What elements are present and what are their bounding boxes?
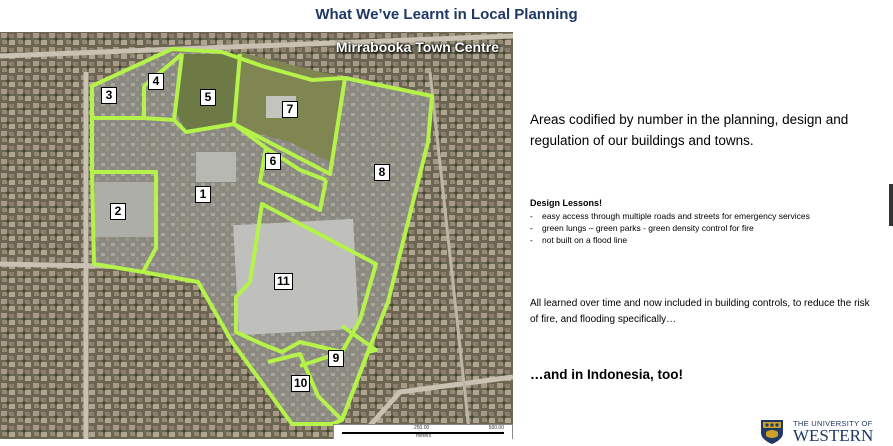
design-lessons-list [530,210,880,246]
list-item: - easy access through multiple roads and streets for emergency services [530,210,880,222]
aerial-map-image [0,32,513,439]
zone-label-10: 10 [291,375,310,392]
closing-text: …and in Indonesia, too! [530,367,683,382]
zone-label-1: 1 [195,186,211,203]
intro-text: Areas codified by number in the planning, design and regulation of our buildings and towns. [530,112,849,148]
zone-label-9: 9 [328,350,344,367]
scale-mid-label: 250.00 [414,425,430,431]
zone-label-6: 6 [265,153,281,170]
zone-label-4: 4 [148,73,164,90]
map-title: Mirrabooka Town Centre [335,39,499,55]
university-logo [758,417,893,446]
summary-text: All learned over time and now included in building controls, to reduce the risk of fire, and flooding specifically… [530,298,870,325]
zone-label-3: 3 [101,87,117,104]
aerial-map [0,32,513,439]
logo-line-1: THE UNIVERSITY OF [793,419,873,428]
design-lessons-heading: Design Lessons! [530,198,603,208]
logo-line-2: WESTERN [793,426,874,445]
zone-label-8: 8 [374,164,390,181]
zone-label-11: 11 [274,273,293,290]
map-scale-bar [333,424,513,439]
list-item: - green lungs – green parks - green density control for fire [530,222,880,234]
university-crest-icon [760,419,784,445]
zone-label-5: 5 [200,89,216,106]
zone-label-2: 2 [110,203,126,220]
design-lessons [530,197,880,246]
list-item: - not built on a flood line [530,234,880,246]
zone-label-7: 7 [282,101,298,118]
window-edge [889,184,893,226]
slide-title: What We’ve Learnt in Local Planning [315,6,578,23]
scale-end-label: 500.00 [488,425,504,431]
scale-unit-label: meters [416,433,432,439]
